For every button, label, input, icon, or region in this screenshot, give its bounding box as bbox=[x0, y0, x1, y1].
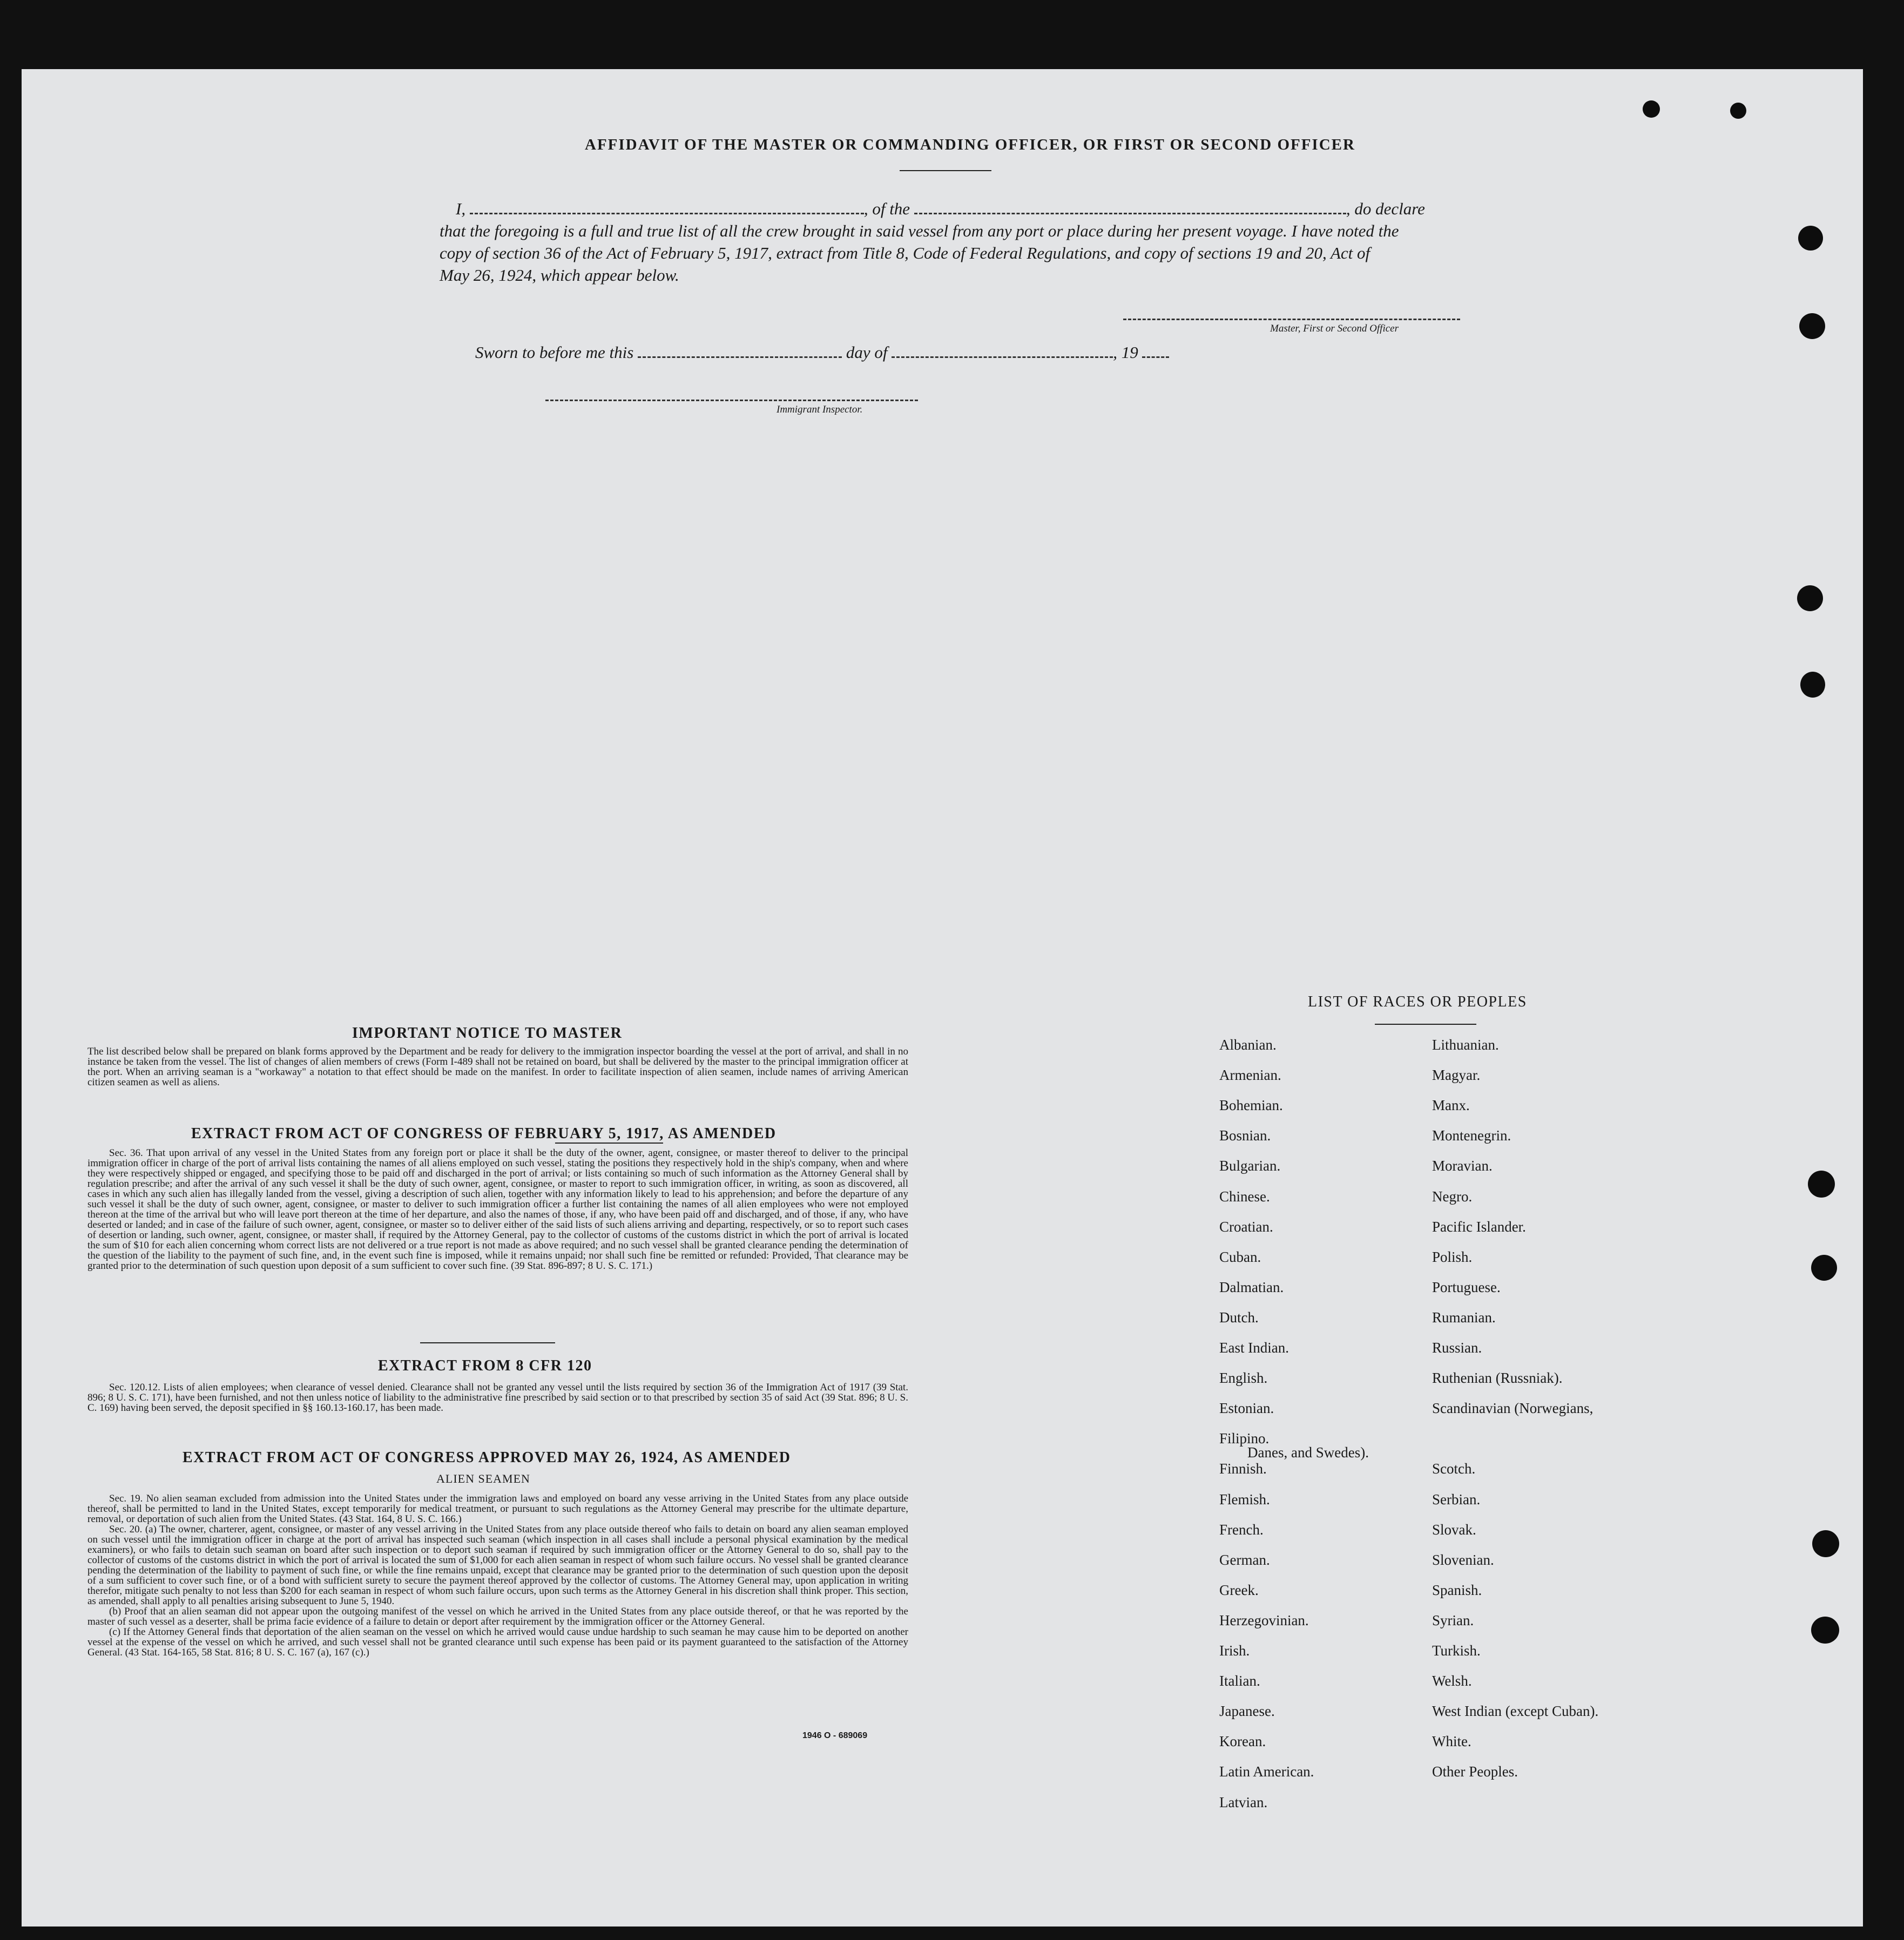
declarant-name-field[interactable] bbox=[470, 212, 864, 214]
race-item: Korean. bbox=[1219, 1733, 1266, 1750]
punch-hole bbox=[1643, 100, 1660, 118]
declarant-label: I, bbox=[456, 199, 466, 218]
race-item: Welsh. bbox=[1432, 1673, 1472, 1689]
day-of-label: day of bbox=[846, 343, 888, 362]
race-item: Albanian. bbox=[1219, 1037, 1277, 1053]
of-the-label: , of the bbox=[863, 199, 910, 218]
extract-cfr-heading: EXTRACT FROM 8 CFR 120 bbox=[378, 1357, 592, 1374]
inspector-caption: Immigrant Inspector. bbox=[777, 404, 863, 415]
year-prefix-label: , 19 bbox=[1113, 343, 1138, 362]
race-item: Spanish. bbox=[1432, 1581, 1482, 1598]
vessel-name-field[interactable] bbox=[914, 212, 1346, 214]
race-item: Negro. bbox=[1432, 1188, 1473, 1205]
race-item: Manx. bbox=[1432, 1097, 1470, 1114]
race-item: Magyar. bbox=[1432, 1067, 1481, 1084]
extract-1917-text: Sec. 36. That upon arrival of any vessel in the United States from any foreign port or place it shall be the duty of the owner, agent, consignee, or master thereof to deliver to the principal immigration officer in charge of the port of arrival lists containing the names of all aliens employed on such vessel, stating the positions they respectively hold in the ship's company, when and where they were respectively shipped or engaged, and specifying those to be paid off and discharged in the port of arrival; or lists containing so much of such information as the Attorney General shall by regulation prescribe; and after the arrival of any such vessel it shall be the duty of such owner, agent, consignee, or master to report to such immigration officer, in writing, as soon as discovered, all cases in which any such alien has illegally landed from the vessel, giving a description of such alien, together with any information likely to lead to his apprehension; and before the departure of any such vessel it shall be the duty of such owner, agent, consignee, or master to deliver to such immigration officer a further list containing the names of all alien employees who were not employed thereon at the time of the arrival but who will leave port thereon at the time of her departure, and also the names of those, if any, who have been paid off and discharged, and of those, if any, who have deserted or landed; and in case of the failure of such owner, agent, consignee, or master so to deliver either of the said lists of such aliens arriving and departing, respectively, or so to report such cases of desertion or landing, such owner, agent, consignee, or master shall, if required by the Attorney General, pay to the collector of customs of the customs district in which the port of arrival is located the sum of $10 for each alien concerning whom correct lists are not delivered or a true report is not made as above required; and no such vessel shall be granted clearance pending the determination of the question of the liability to the payment of such fine, and, in the event such fine is imposed, while it remains unpaid; nor shall such fine be remitted or refunded: Provided, That clearance may be granted prior to the determination of such question upon deposit of a sum sufficient to cover such fine. (39 Stat. 896-897; 8 U. S. C. 171.) bbox=[87, 1147, 908, 1272]
punch-hole bbox=[1798, 226, 1823, 251]
extract-1924-text bbox=[87, 1493, 908, 1658]
sec-20b-text: (b) Proof that an alien seaman did not appear upon the outgoing manifest of the vessel on which he arrived in the United States from any place outside thereof, or that he was reported by the master of such vessel as a deserter, shall be prima facie evidence of a failure to detain or deport after requirement by the immigration officer or the Attorney General. bbox=[87, 1606, 908, 1627]
race-item: Irish. bbox=[1219, 1642, 1250, 1659]
race-item: Dutch. bbox=[1219, 1309, 1259, 1326]
race-item: Polish. bbox=[1432, 1248, 1473, 1265]
race-item: English. bbox=[1219, 1370, 1268, 1387]
race-item: Greek. bbox=[1219, 1581, 1259, 1598]
punch-hole bbox=[1808, 1171, 1835, 1198]
race-item: French. bbox=[1219, 1521, 1264, 1538]
race-item: Bulgarian. bbox=[1219, 1158, 1281, 1174]
master-signature-line[interactable] bbox=[1123, 319, 1460, 320]
race-item: Syrian. bbox=[1432, 1612, 1474, 1628]
race-item: Flemish. bbox=[1219, 1491, 1270, 1508]
affidavit-declaration bbox=[440, 198, 1486, 286]
do-declare-label: , do declare bbox=[1346, 199, 1425, 218]
sworn-line bbox=[475, 341, 1169, 363]
inspector-signature-line[interactable] bbox=[545, 400, 918, 401]
sworn-year-field[interactable] bbox=[1142, 356, 1169, 358]
punch-hole bbox=[1811, 1255, 1837, 1281]
race-item: Portuguese. bbox=[1432, 1279, 1501, 1295]
punch-hole bbox=[1811, 1617, 1839, 1644]
race-item: Pacific Islander. bbox=[1432, 1218, 1526, 1235]
race-item: German. bbox=[1219, 1551, 1270, 1568]
race-item: Finnish. bbox=[1219, 1461, 1267, 1477]
sec-19-text: Sec. 19. No alien seaman excluded from admission into the United States under the immigration laws and employed on board any vesse arriving in the United States from any place outside thereof, shall be permitted to land in the United States, except temporarily for medical treatment, or pursuant to such regulations as the Attorney General may prescribe for the ultimate departure, removal, or deportation of such alien from the United States. (43 Stat. 164, 8 U. S. C. 166.) bbox=[87, 1493, 908, 1525]
race-item: Slovak. bbox=[1432, 1521, 1476, 1538]
punch-hole bbox=[1730, 103, 1746, 119]
race-item: Other Peoples. bbox=[1432, 1763, 1518, 1780]
extract-1924-heading: EXTRACT FROM ACT OF CONGRESS APPROVED MAY 26, 1924, AS AMENDED bbox=[183, 1449, 791, 1466]
sec-20c-text: (c) If the Attorney General finds that deportation of the alien seaman on the vessel on which he arrived would cause undue hardship to such seaman he may cause him to be deported on another vessel at the expense of the vessel on which he arrived, and such vessel shall not be granted clearance until such expense has been paid or its payment guaranteed to the satisfaction of the Attorney General. (43 Stat. 164-165, 58 Stat. 816; 8 U. S. C. 167 (a), 167 (c).) bbox=[87, 1626, 908, 1658]
race-item: White. bbox=[1432, 1733, 1471, 1750]
declaration-line-2: that the foregoing is a full and true list of all the crew brought in said vessel from any port or place during her present voyage. I have noted the bbox=[440, 221, 1399, 240]
sworn-month-field[interactable] bbox=[892, 356, 1113, 358]
race-item: Lithuanian. bbox=[1432, 1037, 1499, 1053]
title-rule bbox=[900, 170, 991, 171]
declaration-line-4: May 26, 1924, which appear below. bbox=[440, 266, 679, 285]
race-item: Slovenian. bbox=[1432, 1551, 1494, 1568]
race-item: Armenian. bbox=[1219, 1067, 1281, 1084]
race-item: West Indian (except Cuban). bbox=[1432, 1703, 1599, 1720]
race-item: Dalmatian. bbox=[1219, 1279, 1284, 1295]
race-item: Scandinavian (Norwegians, bbox=[1432, 1400, 1594, 1417]
race-item: Cuban. bbox=[1219, 1248, 1261, 1265]
race-item: Turkish. bbox=[1432, 1642, 1481, 1659]
master-caption: Master, First or Second Officer bbox=[1270, 323, 1399, 334]
affidavit-title: AFFIDAVIT OF THE MASTER OR COMMANDING OFFICER, OR FIRST OR SECOND OFFICER bbox=[585, 136, 1355, 153]
sec-20a-text: Sec. 20. (a) The owner, charterer, agent, consignee, or master of any vessel arriving in the United States from any place outside thereof who fails to detain on board any alien seaman employed on such vessel until the immigration officer in charge at the port of arrival has inspected such seaman (which inspection in all cases shall include a personal physical examination by the medical examiners), or who fails to detain such seaman on board after such inspection or to deport such seaman if required by such immigration officer or the Attorney General to do so, shall pay to the collector of customs of the customs district in which the port of arrival is located the sum of $1,000 for each alien seaman in respect of whom such failure occurs. No vessel shall be granted clearance pending the determination of the liability to payment of such fine, or while the fine remains unpaid, except that clearance may be granted prior to the determination of such question upon the deposit of a sum sufficient to cover such fine, or of a bond with sufficient surety to secure the payment thereof approved by the collector of customs. The Attorney General may, upon application in writing therefor, mitigate such penalty to not less than $200 for each seaman in respect of whom such failure occurs, upon such terms as the Attorney General in his discretion shall think proper. This section, as amended, shall apply to all penalties arising subsequent to June 5, 1940. bbox=[87, 1524, 908, 1607]
print-code: 1946 O - 689069 bbox=[802, 1731, 868, 1740]
sworn-day-field[interactable] bbox=[638, 356, 842, 358]
race-item: Estonian. bbox=[1219, 1400, 1274, 1417]
document-page bbox=[22, 69, 1863, 1927]
races-heading: LIST OF RACES OR PEOPLES bbox=[1308, 993, 1527, 1010]
punch-hole bbox=[1812, 1530, 1839, 1557]
punch-hole bbox=[1799, 313, 1825, 339]
declaration-line-3: copy of section 36 of the Act of February 5, 1917, extract from Title 8, Code of Federal Regulations, and copy of sections 19 and 20, Act of bbox=[440, 244, 1370, 262]
declaration-line-1 bbox=[440, 198, 1486, 220]
notice-heading: IMPORTANT NOTICE TO MASTER bbox=[352, 1025, 623, 1042]
race-item: Danes, and Swedes). bbox=[1247, 1444, 1369, 1461]
extract-cfr-text: Sec. 120.12. Lists of alien employees; when clearance of vessel denied. Clearance shall not be granted any vessel until the lists required by section 36 of the Immigration Act of 1917 (39 Stat. 896; 8 U. S. C. 171), have been furnished, and not then unless notice of liability to the administrative fine prescribed by said section or to that prescribed by section 35 of said Act (39 Stat. 896; 8 U. S. C. 169) having been served, the deposit specified in §§ 160.13-160.17, has been made. bbox=[87, 1382, 908, 1414]
race-item: Rumanian. bbox=[1432, 1309, 1496, 1326]
race-item: Croatian. bbox=[1219, 1218, 1273, 1235]
race-item: Latin American. bbox=[1219, 1763, 1314, 1780]
extract-1917-heading: EXTRACT FROM ACT OF CONGRESS OF FEBRUARY 5, 1917, AS AMENDED bbox=[191, 1125, 777, 1142]
race-item: Scotch. bbox=[1432, 1461, 1476, 1477]
race-item: Montenegrin. bbox=[1432, 1127, 1511, 1144]
race-item: Filipino. bbox=[1219, 1430, 1270, 1447]
section-rule bbox=[420, 1342, 555, 1343]
race-item: Latvian. bbox=[1219, 1794, 1268, 1810]
race-item: East Indian. bbox=[1219, 1340, 1289, 1356]
punch-hole bbox=[1797, 585, 1823, 611]
race-item: Moravian. bbox=[1432, 1158, 1493, 1174]
race-item: Herzegovinian. bbox=[1219, 1612, 1309, 1628]
race-item: Russian. bbox=[1432, 1340, 1482, 1356]
race-item: Chinese. bbox=[1219, 1188, 1270, 1205]
races-rule bbox=[1375, 1024, 1476, 1025]
race-item: Bosnian. bbox=[1219, 1127, 1271, 1144]
race-item: Japanese. bbox=[1219, 1703, 1275, 1720]
punch-hole bbox=[1800, 672, 1825, 698]
sworn-label: Sworn to before me this bbox=[475, 343, 634, 362]
notice-text: The list described below shall be prepared on blank forms approved by the Department and be ready for delivery to the immigration inspector boarding the vessel at the port of arrival, and shall in no instance be taken from the vessel. The list of changes of alien members of crews (Form I-489 shall not be retained on board, but shall be delivered by the master to the principal immigration officer at the port. When an arriving seaman is a "workaway" a notation to that effect should be made on the manifest. In order to facilitate inspection of alien seamen, include names of arriving American citizen seamen as well as aliens. bbox=[87, 1046, 908, 1088]
race-item: Serbian. bbox=[1432, 1491, 1481, 1508]
extract-1917-rule bbox=[555, 1143, 663, 1144]
race-item: Ruthenian (Russniak). bbox=[1432, 1370, 1563, 1387]
race-item: Bohemian. bbox=[1219, 1097, 1283, 1114]
alien-seamen-subheading: ALIEN SEAMEN bbox=[436, 1472, 530, 1485]
race-item: Italian. bbox=[1219, 1673, 1260, 1689]
